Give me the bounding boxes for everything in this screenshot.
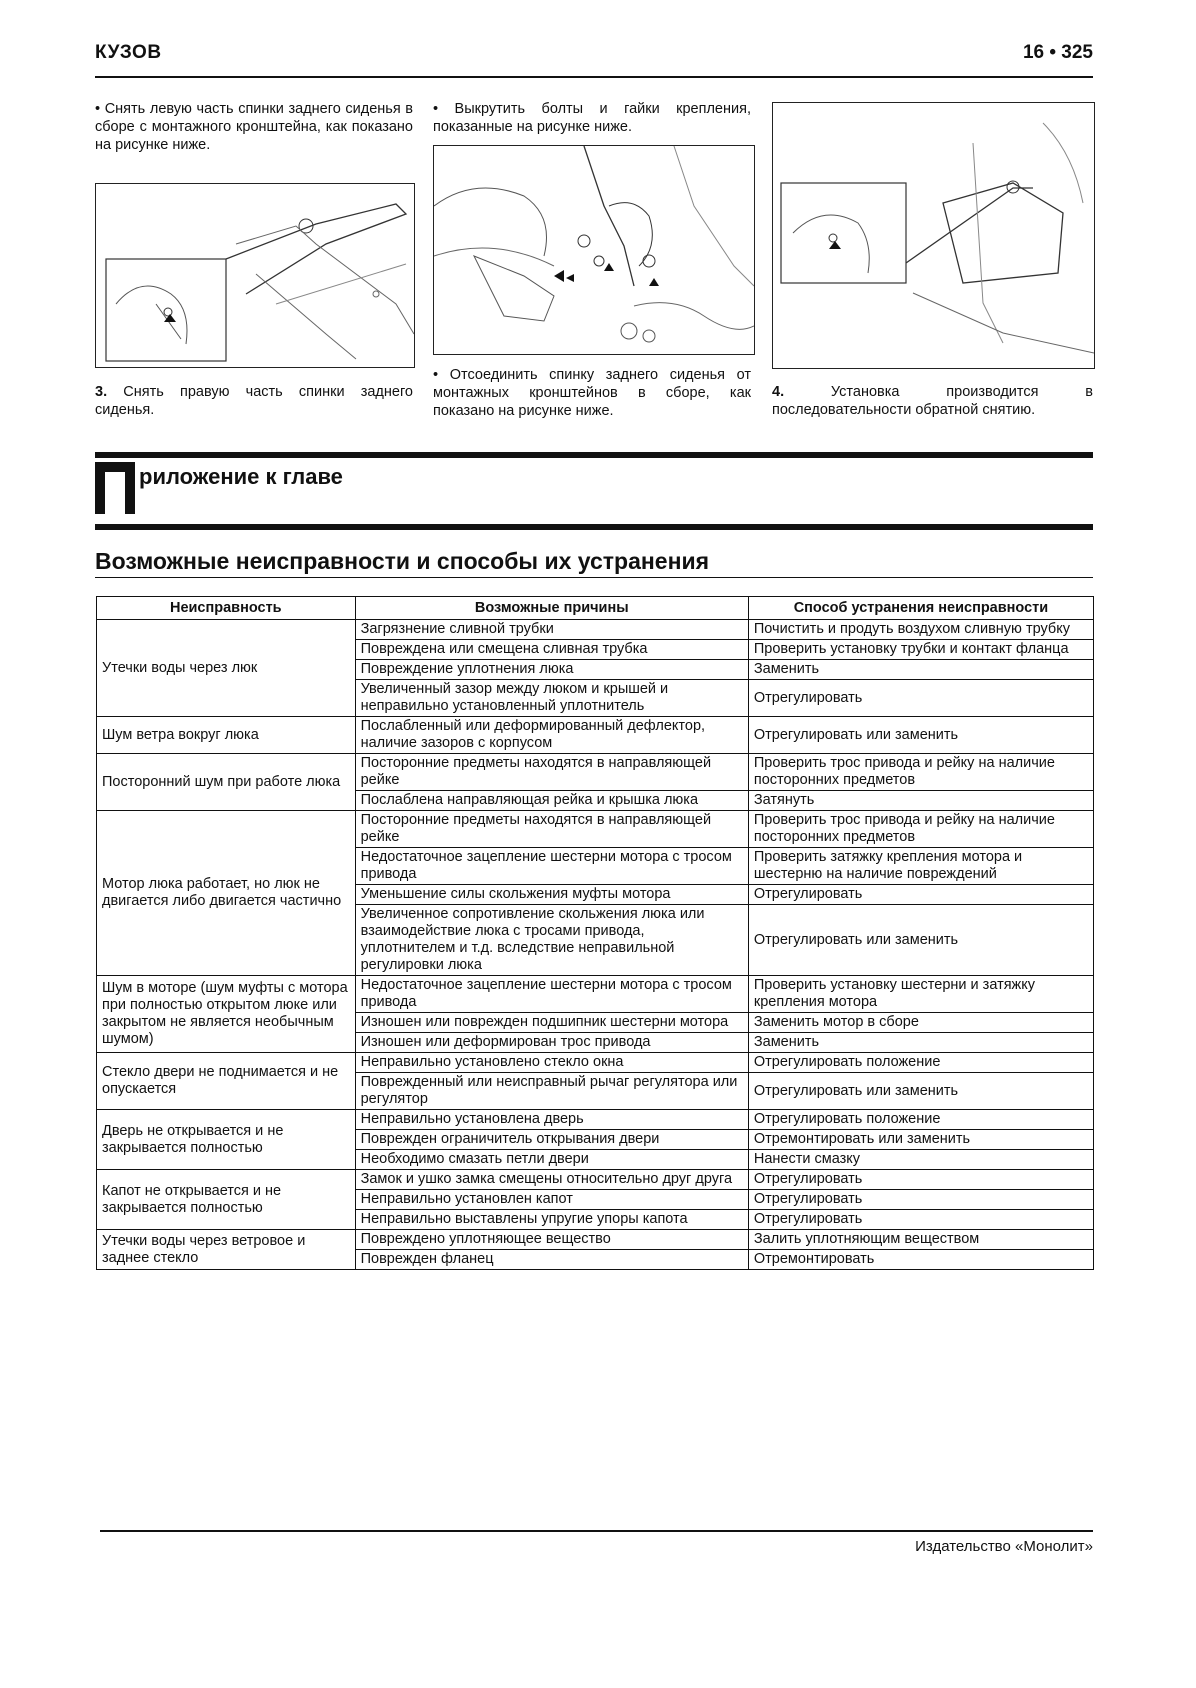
table-header-row <box>97 597 1094 620</box>
chapter-rule-top <box>95 452 1093 458</box>
step-3-number: 3. <box>95 384 108 400</box>
header-remedy: Способ устранения неисправности <box>748 597 1093 620</box>
cause-cell: Неправильно установлен капот <box>355 1190 748 1210</box>
footer-rule <box>100 1530 1093 1532</box>
remedy-cell: Отрегулировать положение <box>748 1053 1093 1073</box>
remedy-cell: Отремонтировать <box>748 1250 1093 1270</box>
remedy-cell: Заменить <box>748 1033 1093 1053</box>
figure-bolts-nuts <box>433 145 755 355</box>
step-3-text: Снять правую часть спинки заднего сиденья. <box>95 384 413 418</box>
fault-cell: Утечки воды через ветровое и заднее стекло <box>97 1230 356 1270</box>
cause-cell: Посторонние предметы находятся в направляющей рейке <box>355 754 748 791</box>
table-body <box>97 620 1094 1270</box>
remedy-cell: Залить уплотняющим веществом <box>748 1230 1093 1250</box>
fault-cell: Шум ветра вокруг люка <box>97 717 356 754</box>
remedy-cell: Проверить установку трубки и контакт фланца <box>748 640 1093 660</box>
remedy-cell: Проверить установку шестерни и затяжку крепления мотора <box>748 976 1093 1013</box>
fault-cell: Утечки воды через люк <box>97 620 356 717</box>
remedy-cell: Отрегулировать <box>748 1210 1093 1230</box>
remedy-cell: Проверить трос привода и рейку на наличие посторонних предметов <box>748 754 1093 791</box>
cause-cell: Недостаточное зацепление шестерни мотора с тросом привода <box>355 848 748 885</box>
header-fault: Неисправность <box>97 597 356 620</box>
remedy-cell: Отрегулировать <box>748 1170 1093 1190</box>
cause-cell: Увеличенное сопротивление скольжения люка или взаимодействие люка с тросами привода, уплотнителем и т.д. вследствие неправильной регулировки люка <box>355 905 748 976</box>
col1-bullet-text: • Снять левую часть спинки заднего сиденья в сборе с монтажного кронштейна, как показано на рисунке ниже. <box>95 101 413 153</box>
cause-cell: Недостаточное зацепление шестерни мотора с тросом привода <box>355 976 748 1013</box>
cause-cell: Повреждена или смещена сливная трубка <box>355 640 748 660</box>
page-number: 16 • 325 <box>1022 42 1093 63</box>
remedy-cell: Заменить мотор в сборе <box>748 1013 1093 1033</box>
step-4-number: 4. <box>772 384 785 400</box>
cause-cell: Неправильно установлена дверь <box>355 1110 748 1130</box>
figure-left-seatback <box>95 183 415 368</box>
remedy-cell: Отрегулировать <box>748 885 1093 905</box>
fault-cell: Стекло двери не поднимается и не опускается <box>97 1053 356 1110</box>
step-4-text: Установка производится в последовательности обратной снятию. <box>772 384 1093 418</box>
chapter-title-text: риложение к главе <box>139 464 343 489</box>
remedy-cell: Почистить и продуть воздухом сливную трубку <box>748 620 1093 640</box>
remedy-cell: Проверить трос привода и рейку на наличие посторонних предметов <box>748 811 1093 848</box>
fault-cell: Капот не открывается и не закрывается полностью <box>97 1170 356 1230</box>
chapter-rule-bottom <box>95 524 1093 530</box>
cause-cell: Неправильно установлено стекло окна <box>355 1053 748 1073</box>
bolts-nuts-illustration <box>434 146 754 354</box>
fault-cell: Дверь не открывается и не закрывается полностью <box>97 1110 356 1170</box>
publisher-name: Издательство «Монолит» <box>915 1538 1093 1555</box>
remedy-cell: Отрегулировать или заменить <box>748 905 1093 976</box>
cause-cell: Изношен или поврежден подшипник шестерни мотора <box>355 1013 748 1033</box>
remedy-cell: Заменить <box>748 660 1093 680</box>
seatback-bracket-illustration <box>773 103 1094 368</box>
cause-cell: Изношен или деформирован трос привода <box>355 1033 748 1053</box>
column-2-bullet-2 <box>433 366 751 420</box>
faults-table <box>96 596 1094 1270</box>
section-subtitle: Возможные неисправности и способы их устранения <box>95 548 1093 578</box>
header-causes: Возможные причины <box>355 597 748 620</box>
column-1-bullet <box>95 100 413 154</box>
cause-cell: Поврежденный или неисправный рычаг регулятора или регулятор <box>355 1073 748 1110</box>
remedy-cell: Отрегулировать <box>748 680 1093 717</box>
cause-cell: Послабленный или деформированный дефлектор, наличие зазоров с корпусом <box>355 717 748 754</box>
column-2-bullet <box>433 100 751 136</box>
table-row <box>97 1230 1094 1250</box>
cause-cell: Поврежден фланец <box>355 1250 748 1270</box>
step-3 <box>95 383 413 419</box>
fault-cell: Шум в моторе (шум муфты с мотора при полностью открытом люке или закрытом не является необычным шумом) <box>97 976 356 1053</box>
remedy-cell: Проверить затяжку крепления мотора и шестерню на наличие повреждений <box>748 848 1093 885</box>
step-4 <box>772 383 1093 419</box>
remedy-cell: Отремонтировать или заменить <box>748 1130 1093 1150</box>
cause-cell: Неправильно выставлены упругие упоры капота <box>355 1210 748 1230</box>
cause-cell: Посторонние предметы находятся в направляющей рейке <box>355 811 748 848</box>
remedy-cell: Затянуть <box>748 791 1093 811</box>
table-row <box>97 1170 1094 1190</box>
section-title: КУЗОВ <box>95 42 162 63</box>
col2-bullet-text-2: • Отсоединить спинку заднего сиденья от монтажных кронштейнов в сборе, как показано на рисунке ниже. <box>433 367 751 419</box>
cause-cell: Необходимо смазать петли двери <box>355 1150 748 1170</box>
cause-cell: Увеличенный зазор между люком и крышей и неправильно установленный уплотнитель <box>355 680 748 717</box>
chapter-initial-letter <box>95 462 135 514</box>
table-row <box>97 754 1094 791</box>
cause-cell: Повреждение уплотнения люка <box>355 660 748 680</box>
remedy-cell: Нанести смазку <box>748 1150 1093 1170</box>
cause-cell: Повреждено уплотняющее вещество <box>355 1230 748 1250</box>
figure-seatback-bracket <box>772 102 1095 369</box>
cause-cell: Уменьшение силы скольжения муфты мотора <box>355 885 748 905</box>
cause-cell: Послаблена направляющая рейка и крышка люка <box>355 791 748 811</box>
cause-cell: Загрязнение сливной трубки <box>355 620 748 640</box>
seatback-left-illustration <box>96 184 414 367</box>
table-row <box>97 717 1094 754</box>
remedy-cell: Отрегулировать <box>748 1190 1093 1210</box>
remedy-cell: Отрегулировать или заменить <box>748 1073 1093 1110</box>
fault-cell: Мотор люка работает, но люк не двигается либо двигается частично <box>97 811 356 976</box>
cause-cell: Поврежден ограничитель открывания двери <box>355 1130 748 1150</box>
table-row <box>97 1110 1094 1130</box>
remedy-cell: Отрегулировать или заменить <box>748 717 1093 754</box>
table-row <box>97 811 1094 848</box>
col2-bullet-text: • Выкрутить болты и гайки крепления, показанные на рисунке ниже. <box>433 101 751 135</box>
cause-cell: Замок и ушко замка смещены относительно друг друга <box>355 1170 748 1190</box>
remedy-cell: Отрегулировать положение <box>748 1110 1093 1130</box>
table-row <box>97 976 1094 1013</box>
table-row <box>97 620 1094 640</box>
fault-cell: Посторонний шум при работе люка <box>97 754 356 811</box>
table-row <box>97 1053 1094 1073</box>
page-header <box>95 40 1093 78</box>
